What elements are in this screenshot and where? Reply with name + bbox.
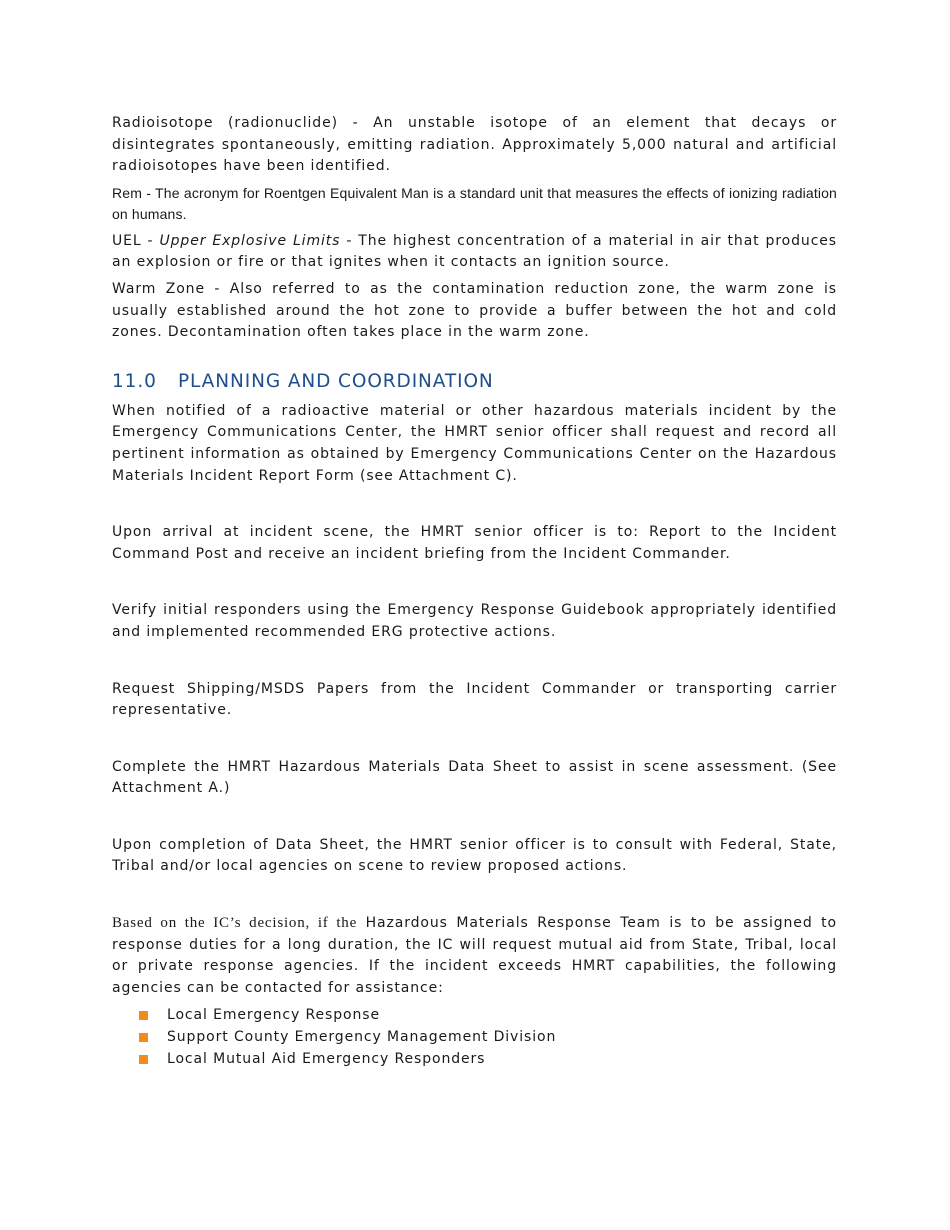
paragraph-arrival: Upon arrival at incident scene, the HMRT senior officer is to: Report to the Incident Command Post and receive an incident briefing from the Incident Commander. [112, 524, 837, 562]
list-item [139, 1005, 837, 1027]
definition-term: Warm Zone [112, 280, 205, 297]
definition-radioisotope [112, 113, 837, 178]
paragraph-text: Hazardous Materials Response Team is to be assigned to response duties for a long duration, the IC will request mutual aid from State, Tribal, local or private response agencies. If the incident exceeds HMRT capabilities, the following agencies can be contacted for assistance: [112, 915, 838, 996]
paragraph-request-papers: Request Shipping/MSDS Papers from the Incident Commander or transporting carrier representative. [112, 680, 837, 719]
definition-text: - The highest concentration of a material in air that produces an explosion or fire or that ignites when it contacts an ignition source. [112, 232, 837, 271]
paragraph-mutual-aid [112, 913, 837, 999]
definition-term: UEL - [112, 232, 160, 249]
agency-list [112, 1005, 837, 1070]
section-number: 11.0 [112, 370, 157, 392]
square-bullet-icon [139, 1033, 148, 1042]
document-page [112, 113, 837, 1070]
list-item-label: Support County Emergency Management Division [167, 1029, 557, 1046]
paragraph-lead: Based on the IC’s decision, if the [112, 915, 358, 932]
paragraph-data-sheet: Complete the HMRT Hazardous Materials Data Sheet to assist in scene assessment. (See Attachment A.) [112, 758, 837, 797]
list-item-label: Local Emergency Response [167, 1007, 380, 1024]
definition-rem [112, 183, 837, 226]
definition-term: Rem [112, 184, 143, 201]
paragraph-notification: When notified of a radioactive material or other hazardous materials incident by the Emergency Communications Center, the HMRT senior officer shall request and record all pertinent information as obtained by Emergency Communications Center on the Hazardous Materials Incident Report Form (see Attachment C). [112, 402, 837, 484]
definition-warm-zone [112, 279, 837, 344]
definition-term: Radioisotope (radionuclide) [112, 115, 338, 131]
square-bullet-icon [139, 1055, 148, 1064]
paragraph-verify-responders: Verify initial responders using the Emergency Response Guidebook appropriately identified and implemented recommended ERG protective actions. [112, 602, 837, 640]
list-item [139, 1027, 837, 1049]
definition-uel [112, 231, 837, 274]
list-item-label: Local Mutual Aid Emergency Responders [167, 1050, 486, 1067]
section-title: PLANNING AND COORDINATION [178, 370, 494, 392]
definition-text: - The acronym for Roentgen Equivalent Man is a standard unit that measures the effects of ionizing radiation on humans. [112, 184, 837, 223]
section-heading [112, 371, 837, 392]
definition-text: - An unstable isotope of an element that decays or disintegrates spontaneously, emitting radiation. Approximately 5,000 natural and artificial radioisotopes have been identified. [112, 115, 838, 175]
definition-term-italic: Upper Explosive Limits [159, 232, 341, 249]
definition-text: - Also referred to as the contamination reduction zone, the warm zone is usually established around the hot zone to provide a buffer between the hot and cold zones. Decontamination often takes place in the warm zone. [112, 280, 837, 341]
paragraph-consult-agencies: Upon completion of Data Sheet, the HMRT senior officer is to consult with Federal, State, Tribal and/or local agencies on scene to review proposed actions. [112, 836, 837, 875]
list-item [139, 1049, 837, 1071]
square-bullet-icon [139, 1011, 148, 1020]
